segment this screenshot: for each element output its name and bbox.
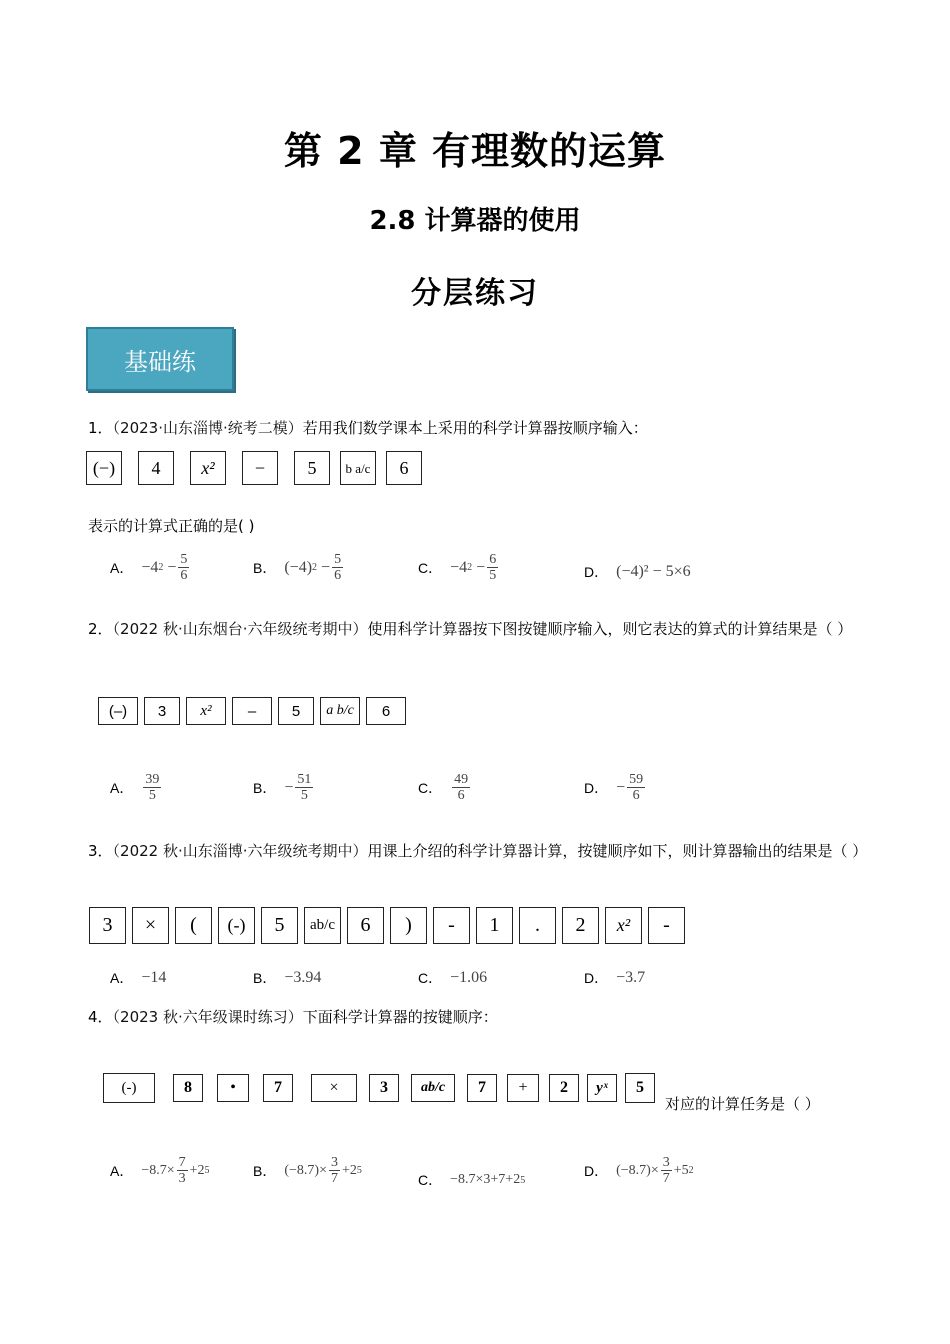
key-dot: • bbox=[217, 1074, 249, 1102]
q2-option-b bbox=[253, 772, 315, 803]
section-title: 2.8 计算器的使用 bbox=[369, 206, 581, 236]
expr-part: − bbox=[321, 558, 331, 576]
question-4 bbox=[88, 1005, 868, 1029]
option-label: A． bbox=[110, 970, 134, 986]
key-6: 6 bbox=[347, 907, 384, 944]
question-number: 3． bbox=[88, 842, 113, 860]
numerator: 59 bbox=[629, 772, 644, 787]
numerator: 51 bbox=[297, 772, 312, 787]
numerator: 5 bbox=[334, 552, 342, 567]
q3-option-a bbox=[110, 968, 166, 988]
key-1: 1 bbox=[476, 907, 513, 944]
key-7: 7 bbox=[263, 1074, 293, 1102]
expr-part: −8.7×3+7+2 bbox=[450, 1172, 521, 1187]
numerator: 49 bbox=[454, 772, 469, 787]
key-2: 2 bbox=[549, 1074, 579, 1102]
numerator: 5 bbox=[180, 552, 188, 567]
denominator: 7 bbox=[330, 1171, 338, 1186]
option-label: A． bbox=[110, 1162, 134, 1179]
key-fraction: ab/c bbox=[304, 907, 341, 944]
key-negative: (-) bbox=[218, 907, 255, 944]
question-3 bbox=[88, 833, 868, 869]
expr-part: (−8.7)× bbox=[616, 1162, 659, 1178]
denominator: 6 bbox=[334, 568, 342, 583]
key-square: x² bbox=[605, 907, 642, 944]
key-3: 3 bbox=[144, 697, 180, 725]
q3-option-d bbox=[584, 968, 645, 988]
expr-part: − bbox=[476, 558, 486, 576]
key-minus: − bbox=[242, 451, 278, 485]
sign: − bbox=[284, 778, 294, 796]
option-label: D． bbox=[584, 779, 609, 796]
layer-title: 分层练习 bbox=[411, 276, 539, 311]
key-left-paren: ( bbox=[175, 907, 212, 944]
q1-option-a bbox=[110, 552, 191, 583]
key-2: 2 bbox=[562, 907, 599, 944]
question-number: 1． bbox=[88, 419, 113, 437]
key-5: 5 bbox=[625, 1073, 655, 1103]
numerator: 3 bbox=[662, 1155, 670, 1170]
option-label: D． bbox=[584, 970, 609, 986]
q1-keys bbox=[86, 451, 422, 485]
q3-keys bbox=[89, 907, 685, 944]
question-number: 4． bbox=[88, 1008, 113, 1026]
denominator: 5 bbox=[148, 788, 156, 803]
numerator: 39 bbox=[145, 772, 160, 787]
key-7: 7 bbox=[467, 1074, 497, 1102]
option-value: −14 bbox=[141, 969, 167, 986]
question-number: 2． bbox=[88, 620, 113, 638]
question-text: 使用科学计算器按下图按键顺序输入，则它表达的算式的计算结果是（ ） bbox=[367, 620, 853, 638]
exponent: 2 bbox=[467, 562, 473, 573]
numerator: 3 bbox=[330, 1155, 338, 1170]
key-6: 6 bbox=[386, 451, 422, 485]
option-label: B． bbox=[253, 970, 277, 986]
denominator: 5 bbox=[489, 568, 497, 583]
key-5: 5 bbox=[278, 697, 314, 725]
exponent: 2 bbox=[688, 1165, 694, 1176]
key-right-paren: ) bbox=[390, 907, 427, 944]
expr-part: +5 bbox=[673, 1162, 689, 1178]
key-3: 3 bbox=[89, 907, 126, 944]
exponent: 5 bbox=[520, 1174, 526, 1186]
option-value: −1.06 bbox=[450, 969, 488, 986]
expr-part: (−4) bbox=[284, 558, 313, 576]
q1-prompt: 表示的计算式正确的是( ) bbox=[88, 517, 255, 535]
option-label: B． bbox=[253, 559, 277, 576]
q4-option-a bbox=[110, 1155, 210, 1186]
key-power: yˣ bbox=[587, 1074, 617, 1102]
q1-option-c bbox=[418, 552, 500, 583]
question-text: 用课上介绍的科学计算器计算，按键顺序如下，则计算器输出的结果是（ ） bbox=[367, 842, 868, 860]
q2-option-a bbox=[110, 772, 163, 803]
key-8: 8 bbox=[173, 1074, 203, 1102]
key-5: 5 bbox=[261, 907, 298, 944]
sign: − bbox=[616, 778, 626, 796]
key-negative: (-) bbox=[103, 1073, 155, 1103]
question-2 bbox=[88, 612, 868, 646]
denominator: 6 bbox=[180, 568, 188, 583]
expr-part: −8.7× bbox=[141, 1162, 175, 1178]
key-negative: (–) bbox=[98, 697, 138, 725]
q1-option-d bbox=[584, 562, 691, 582]
option-label: C． bbox=[418, 1172, 443, 1188]
question-source: （2023·山东淄博·统考二模） bbox=[112, 419, 303, 437]
option-label: C． bbox=[418, 559, 443, 576]
exponent: 2 bbox=[158, 562, 164, 573]
key-decimal: . bbox=[519, 907, 556, 944]
expr-part: (−8.7)× bbox=[284, 1162, 327, 1178]
key-fraction: b a/c bbox=[340, 451, 376, 485]
question-1 bbox=[88, 416, 868, 440]
q1-option-b bbox=[253, 552, 345, 583]
key-minus: – bbox=[232, 697, 272, 725]
option-label: D． bbox=[584, 564, 609, 580]
option-label: B． bbox=[253, 1162, 277, 1179]
key-fraction: a b/c bbox=[320, 697, 360, 725]
option-label: A． bbox=[110, 779, 134, 796]
key-fraction: ab/c bbox=[411, 1074, 455, 1102]
exponent: 2 bbox=[312, 562, 318, 573]
question-source: （2022 秋·山东淄博·六年级统考期中） bbox=[112, 842, 368, 860]
question-source: （2022 秋·山东烟台·六年级统考期中） bbox=[112, 620, 368, 638]
q2-option-d bbox=[584, 772, 647, 803]
section-badge: 基础练 bbox=[86, 327, 234, 391]
numerator: 6 bbox=[489, 552, 497, 567]
key-square: x² bbox=[190, 451, 226, 485]
expr-part: +2 bbox=[189, 1162, 205, 1178]
key-minus: - bbox=[433, 907, 470, 944]
key-6: 6 bbox=[366, 697, 406, 725]
expr-part: − bbox=[167, 558, 177, 576]
option-label: B． bbox=[253, 779, 277, 796]
key-5: 5 bbox=[294, 451, 330, 485]
q4-option-c bbox=[418, 1170, 525, 1190]
q4-option-d bbox=[584, 1155, 694, 1186]
denominator: 3 bbox=[178, 1171, 186, 1186]
denominator: 5 bbox=[300, 788, 308, 803]
option-value: −3.7 bbox=[616, 969, 646, 986]
denominator: 7 bbox=[662, 1171, 670, 1186]
q2-option-c bbox=[418, 772, 472, 803]
denominator: 6 bbox=[457, 788, 465, 803]
key-negative: (−) bbox=[86, 451, 122, 485]
option-value: −3.94 bbox=[284, 969, 322, 986]
key-square: x² bbox=[186, 697, 226, 725]
exponent: 5 bbox=[356, 1165, 362, 1176]
key-3: 3 bbox=[369, 1074, 399, 1102]
exponent: 5 bbox=[204, 1165, 210, 1176]
chapter-title: 第 2 章 有理数的运算 bbox=[283, 129, 667, 173]
option-label: A． bbox=[110, 559, 134, 576]
expr-part: −4 bbox=[450, 558, 468, 576]
q3-option-c bbox=[418, 968, 487, 988]
question-text: 若用我们数学课本上采用的科学计算器按顺序输入： bbox=[302, 419, 648, 437]
expr: (−4)² − 5×6 bbox=[616, 563, 691, 580]
expr-part: +2 bbox=[341, 1162, 357, 1178]
numerator: 7 bbox=[178, 1155, 186, 1170]
q2-keys bbox=[98, 697, 406, 725]
key-times: × bbox=[132, 907, 169, 944]
key-4: 4 bbox=[138, 451, 174, 485]
question-source: （2023 秋·六年级课时练习） bbox=[112, 1008, 303, 1026]
q3-option-b bbox=[253, 968, 321, 988]
q4-keys bbox=[103, 1073, 655, 1103]
option-label: C． bbox=[418, 779, 443, 796]
expr-part: −4 bbox=[141, 558, 159, 576]
q4-trailing-text: 对应的计算任务是（ ） bbox=[665, 1095, 820, 1113]
option-label: C． bbox=[418, 970, 443, 986]
option-label: D． bbox=[584, 1162, 609, 1179]
question-text: 下面科学计算器的按键顺序： bbox=[302, 1008, 498, 1026]
q4-option-b bbox=[253, 1155, 362, 1186]
key-plus: + bbox=[507, 1074, 539, 1102]
denominator: 6 bbox=[632, 788, 640, 803]
key-times: × bbox=[311, 1074, 357, 1102]
key-minus: - bbox=[648, 907, 685, 944]
